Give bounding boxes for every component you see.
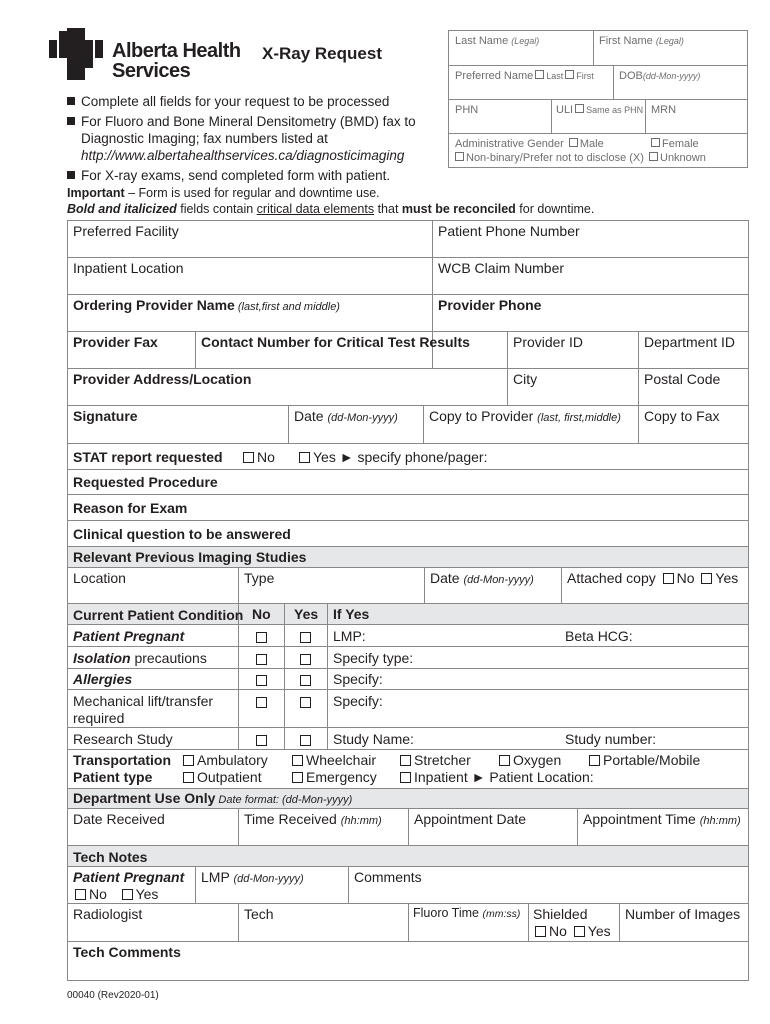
condition-no-header: No <box>252 606 271 622</box>
first-name-field[interactable]: First Name (Legal) <box>599 35 684 47</box>
uli-field[interactable]: ULI Same as PHN <box>556 104 644 116</box>
prev-location-field[interactable]: Location <box>73 570 126 586</box>
patient-phone-field[interactable]: Patient Phone Number <box>438 223 580 239</box>
attached-copy-field[interactable]: Attached copy No Yes <box>567 570 739 586</box>
beta-hcg-field[interactable]: Beta HCG: <box>565 628 633 644</box>
stat-yes-checkbox[interactable]: Yes ► specify phone/pager: <box>296 449 487 465</box>
tech-comments-field[interactable]: Tech Comments <box>73 944 181 960</box>
wcb-claim-field[interactable]: WCB Claim Number <box>438 260 565 276</box>
provider-id-field[interactable]: Provider ID <box>513 334 584 350</box>
provider-fax-field[interactable]: Provider Fax <box>73 334 158 350</box>
lmp-field[interactable]: LMP: <box>333 628 366 644</box>
last-name-field[interactable]: Last Name (Legal) <box>455 35 540 47</box>
tech-notes-header: Tech Notes <box>73 849 148 865</box>
form-title: X-Ray Request <box>262 44 382 63</box>
stretcher-checkbox[interactable]: Stretcher <box>397 752 471 768</box>
isolation-yes-checkbox[interactable] <box>297 651 314 667</box>
radiologist-field[interactable]: Radiologist <box>73 906 143 922</box>
portable-checkbox[interactable]: Portable/Mobile <box>586 752 700 768</box>
form-number: 00040 (Rev2020-01) <box>67 990 159 1001</box>
emergency-checkbox[interactable]: Emergency <box>289 769 377 785</box>
tech-comments-inline-field[interactable]: Comments <box>354 869 422 885</box>
instruction-3: For X-ray exams, send completed form with patient. <box>67 167 390 184</box>
ahs-logo-icon <box>49 28 103 80</box>
isolation-label: Isolation precautions <box>73 650 207 666</box>
mech-lift-yes-checkbox[interactable] <box>297 694 314 710</box>
shielded-field[interactable]: Shielded <box>533 906 588 922</box>
instruction-2b: Diagnostic Imaging; fax numbers listed at <box>81 131 328 146</box>
inpatient-checkbox[interactable]: Inpatient ► Patient Location: <box>397 769 594 785</box>
prev-date-field[interactable]: Date (dd-Mon-yyyy) <box>430 570 534 586</box>
allergies-no-checkbox[interactable] <box>253 672 270 688</box>
research-study-label: Research Study <box>73 731 173 747</box>
outpatient-checkbox[interactable]: Outpatient <box>180 769 262 785</box>
department-id-field[interactable]: Department ID <box>644 334 736 350</box>
tech-field[interactable]: Tech <box>244 906 274 922</box>
requested-procedure-field[interactable]: Requested Procedure <box>73 474 218 490</box>
appointment-date-field[interactable]: Appointment Date <box>414 811 527 827</box>
provider-address-field[interactable]: Provider Address/Location <box>73 371 252 387</box>
provider-phone-field[interactable]: Provider Phone <box>438 297 542 313</box>
allergies-label: Allergies <box>73 671 133 687</box>
instruction-2: For Fluoro and Bone Mineral Densitometry (BMD) fax to <box>67 113 416 130</box>
copy-to-provider-field[interactable]: Copy to Provider (last, first,middle) <box>429 408 621 424</box>
preferred-name-field[interactable]: Preferred Name Last First <box>455 70 594 82</box>
dept-use-header: Department Use Only Date format: (dd-Mon-yyyy) <box>73 790 353 806</box>
stat-no-checkbox[interactable]: No <box>240 449 275 465</box>
instruction-1: Complete all fields for your request to be processed <box>67 93 389 110</box>
dob-field[interactable]: DOB(dd-Mon-yyyy) <box>619 70 701 82</box>
shielded-checkboxes[interactable]: No Yes <box>532 923 611 939</box>
allergies-specify-field[interactable]: Specify: <box>333 671 383 687</box>
org-name: Alberta Health Services <box>112 40 241 82</box>
gender-unknown-checkbox[interactable]: Unknown <box>647 152 706 164</box>
tech-pregnant-label: Patient Pregnant <box>73 869 185 885</box>
reason-for-exam-field[interactable]: Reason for Exam <box>73 500 188 516</box>
city-field[interactable]: City <box>513 371 538 387</box>
pregnant-label: Patient Pregnant <box>73 628 185 644</box>
study-name-field[interactable]: Study Name: <box>333 731 414 747</box>
copy-to-fax-field[interactable]: Copy to Fax <box>644 408 720 424</box>
admin-gender-field[interactable]: Administrative Gender Male <box>455 138 604 150</box>
number-images-field[interactable]: Number of Images <box>625 906 741 922</box>
date-field[interactable]: Date (dd-Mon-yyyy) <box>294 408 398 424</box>
clinical-question-field[interactable]: Clinical question to be answered <box>73 526 291 542</box>
ordering-provider-field[interactable]: Ordering Provider Name (last,first and middle) <box>73 297 340 313</box>
gender-female-checkbox[interactable]: Female <box>649 138 699 150</box>
pregnant-yes-checkbox[interactable] <box>297 629 314 645</box>
preferred-facility-field[interactable]: Preferred Facility <box>73 223 179 239</box>
isolation-type-field[interactable]: Specify type: <box>333 650 414 666</box>
tech-pregnant-checkboxes[interactable]: No Yes <box>72 886 158 902</box>
important-note: Important – Form is used for regular and downtime use. <box>67 186 380 200</box>
inpatient-location-field[interactable]: Inpatient Location <box>73 260 184 276</box>
allergies-yes-checkbox[interactable] <box>297 672 314 688</box>
transportation-label: Transportation <box>73 752 172 768</box>
condition-ifyes-header: If Yes <box>333 606 370 622</box>
research-yes-checkbox[interactable] <box>297 732 314 748</box>
oxygen-checkbox[interactable]: Oxygen <box>496 752 561 768</box>
mech-lift-specify-field[interactable]: Specify: <box>333 693 383 709</box>
patient-type-label: Patient type <box>73 769 153 785</box>
gender-nonbinary-checkbox[interactable]: Non-binary/Prefer not to disclose (X) <box>453 152 644 164</box>
condition-header: Current Patient Condition <box>73 607 244 623</box>
study-number-field[interactable]: Study number: <box>565 731 657 747</box>
prev-type-field[interactable]: Type <box>244 570 275 586</box>
mrn-field[interactable]: MRN <box>651 104 677 116</box>
previous-imaging-header: Relevant Previous Imaging Studies <box>73 549 307 565</box>
date-received-field[interactable]: Date Received <box>73 811 165 827</box>
research-no-checkbox[interactable] <box>253 732 270 748</box>
pregnant-no-checkbox[interactable] <box>253 629 270 645</box>
isolation-no-checkbox[interactable] <box>253 651 270 667</box>
tech-lmp-field[interactable]: LMP (dd-Mon-yyyy) <box>201 869 304 885</box>
mech-lift-label: Mechanical lift/transfer required <box>73 693 214 726</box>
patient-id-box <box>448 30 748 168</box>
critical-contact-field[interactable]: Contact Number for Critical Test Results <box>201 334 470 350</box>
appointment-time-field[interactable]: Appointment Time (hh:mm) <box>583 811 741 827</box>
mech-lift-no-checkbox[interactable] <box>253 694 270 710</box>
phn-field[interactable]: PHN <box>455 104 479 116</box>
wheelchair-checkbox[interactable]: Wheelchair <box>289 752 376 768</box>
signature-field[interactable]: Signature <box>73 408 138 424</box>
stat-report-label: STAT report requested <box>73 449 223 465</box>
critical-note: Bold and italicized fields contain critical data elements that must be reconciled for downtime. <box>67 202 595 216</box>
time-received-field[interactable]: Time Received (hh:mm) <box>244 811 382 827</box>
condition-yes-header: Yes <box>294 606 319 622</box>
ambulatory-checkbox[interactable]: Ambulatory <box>180 752 268 768</box>
fluoro-time-field[interactable]: Fluoro Time (mm:ss) <box>413 906 521 920</box>
instruction-url: http://www.albertahealthservices.ca/diagnosticimaging <box>81 148 405 163</box>
postal-code-field[interactable]: Postal Code <box>644 371 721 387</box>
